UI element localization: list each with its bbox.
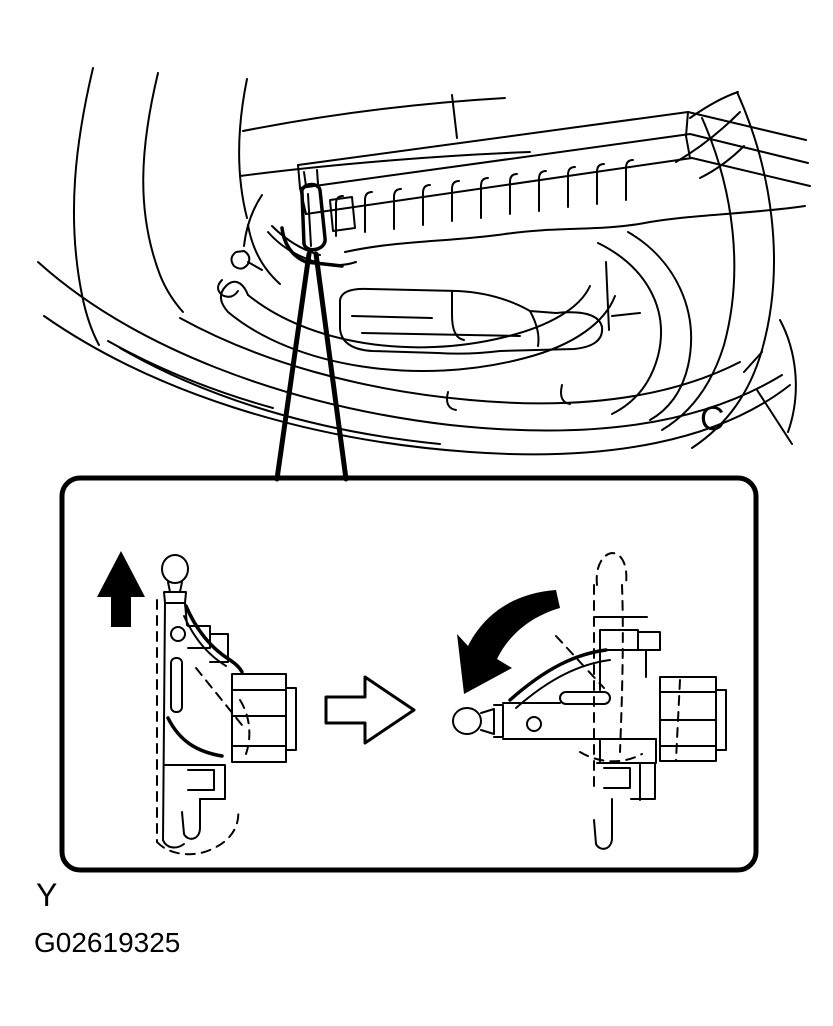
rotate-counterclockwise-arrow-icon <box>457 590 560 694</box>
lock-assembly-rotated <box>453 553 726 849</box>
luggage-compartment-overview <box>38 68 810 454</box>
jack-tray <box>340 289 602 410</box>
left-body-curves <box>74 68 280 408</box>
lock-assembly-upright <box>157 555 296 854</box>
panel-label-c: C <box>700 400 725 438</box>
lock-location-highlight <box>282 170 355 266</box>
right-arrow-icon <box>326 677 414 743</box>
detail-box <box>62 478 756 870</box>
up-arrow-icon <box>97 551 145 627</box>
view-label: Y <box>36 877 58 913</box>
callout-wedge <box>277 254 346 479</box>
figure-code: G02619325 <box>34 927 181 958</box>
package-tray <box>240 92 810 214</box>
